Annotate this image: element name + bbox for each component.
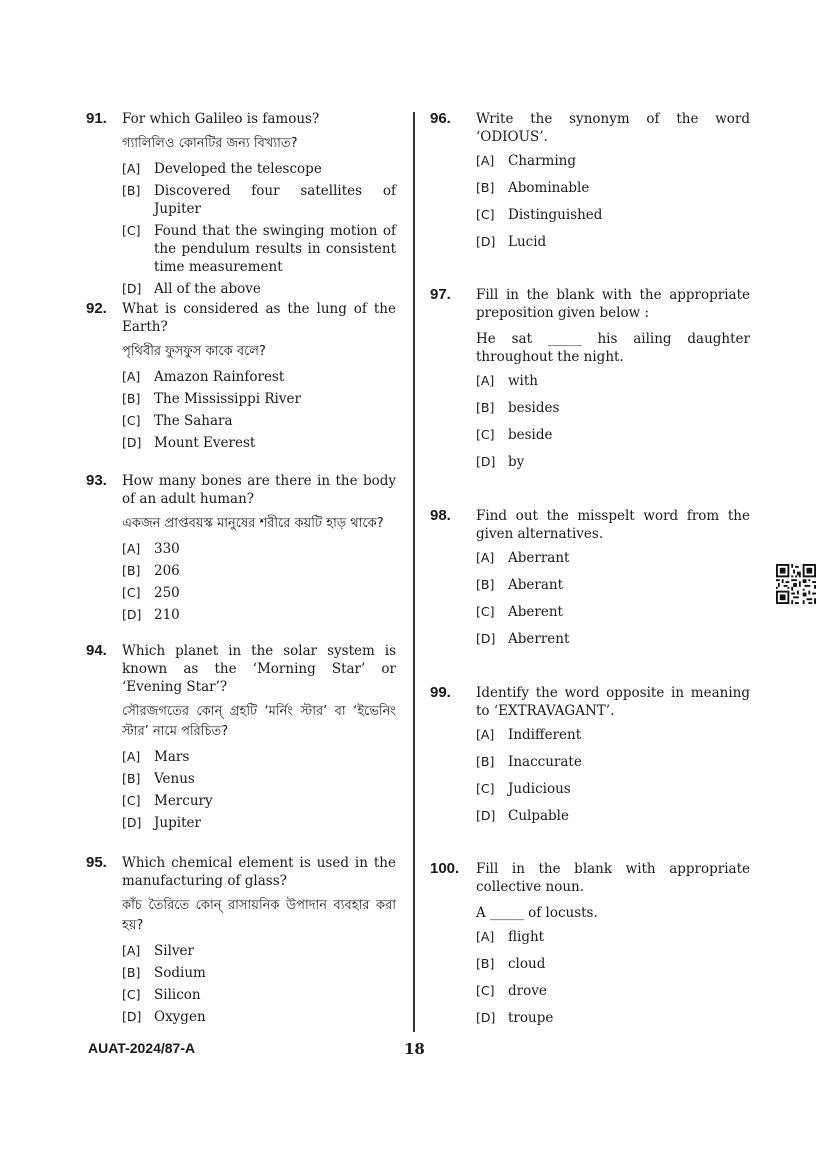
option-key: [B] <box>476 577 495 592</box>
options-list <box>122 748 396 832</box>
option-a[interactable] <box>122 368 396 386</box>
question-number: 96. <box>430 110 451 127</box>
options-list <box>122 160 396 298</box>
option-text: Aberent <box>508 604 563 620</box>
question-text: Fill in the blank with the appropriate preposition given below : <box>476 287 750 321</box>
option-key: [C] <box>122 413 141 428</box>
option-c[interactable] <box>476 780 750 798</box>
option-key: [A] <box>122 161 141 176</box>
question-text: Write the synonym of the word ‘ODIOUS’. <box>476 111 750 145</box>
option-text: 210 <box>154 607 180 623</box>
option-key: [A] <box>476 373 495 388</box>
option-a[interactable] <box>476 726 750 744</box>
option-key: [B] <box>122 563 141 578</box>
question-91 <box>86 110 396 302</box>
option-key: [B] <box>476 956 495 971</box>
option-key: [A] <box>476 153 495 168</box>
option-text: Judicious <box>508 781 571 797</box>
question-text: For which Galileo is famous? <box>122 111 320 127</box>
option-b[interactable] <box>122 182 396 218</box>
option-text: Silicon <box>154 987 201 1003</box>
option-text: Inaccurate <box>508 754 582 770</box>
question-number: 99. <box>430 684 451 701</box>
qr-code-icon <box>776 564 816 604</box>
option-c[interactable] <box>476 982 750 1000</box>
question-number: 97. <box>430 286 451 303</box>
option-c[interactable] <box>476 206 750 224</box>
option-key: [C] <box>476 207 495 222</box>
option-key: [A] <box>476 929 495 944</box>
options-list <box>122 368 396 452</box>
column-divider <box>413 112 415 1032</box>
option-a[interactable] <box>476 152 750 170</box>
option-c[interactable] <box>476 603 750 621</box>
option-key: [C] <box>476 983 495 998</box>
option-text: Mercury <box>154 793 213 809</box>
option-key: [C] <box>476 781 495 796</box>
option-key: [B] <box>122 771 141 786</box>
option-b[interactable] <box>476 399 750 417</box>
option-b[interactable] <box>122 562 396 580</box>
option-key: [A] <box>476 550 495 565</box>
option-c[interactable] <box>122 584 396 602</box>
question-text-bengali: সৌরজগতের কোন্ গ্রহটি ‘মর্নিং স্টার’ বা ‘ইভেনিং স্টার’ নামে পরিচিত? <box>122 704 396 739</box>
question-text: Fill in the blank with appropriate collective noun. <box>476 861 750 895</box>
option-text: Lucid <box>508 234 547 250</box>
option-d[interactable] <box>122 1008 396 1026</box>
option-b[interactable] <box>476 955 750 973</box>
question-96 <box>430 110 750 260</box>
question-text: Find out the misspelt word from the given alternatives. <box>476 508 750 542</box>
option-key: [C] <box>476 427 495 442</box>
option-key: [D] <box>122 281 142 296</box>
option-key: [D] <box>122 815 142 830</box>
question-text-bengali: গ্যালিলিও কোনটির জন্য বিখ্যাত? <box>122 136 298 151</box>
option-text: Distinguished <box>508 207 603 223</box>
paper-code: AUAT-2024/87-A <box>88 1040 196 1056</box>
option-d[interactable] <box>122 606 396 624</box>
option-key: [B] <box>476 180 495 195</box>
option-text: Amazon Rainforest <box>154 369 285 385</box>
options-list <box>476 726 750 825</box>
option-d[interactable] <box>122 434 396 452</box>
option-text: Aberrant <box>508 550 570 566</box>
option-key: [B] <box>476 754 495 769</box>
option-text: Silver <box>154 943 194 959</box>
option-key: [C] <box>122 585 141 600</box>
option-key: [C] <box>122 223 141 238</box>
question-text-bengali: পৃথিবীর ফুসফুস কাকে বলে? <box>122 344 266 359</box>
option-b[interactable] <box>476 179 750 197</box>
question-94 <box>86 642 396 836</box>
option-key: [D] <box>476 631 496 646</box>
option-key: [A] <box>122 369 141 384</box>
option-d[interactable] <box>476 1009 750 1027</box>
question-text: What is considered as the lung of the Earth? <box>122 301 396 335</box>
option-a[interactable] <box>122 748 396 766</box>
option-key: [A] <box>122 749 141 764</box>
question-number: 93. <box>86 472 107 489</box>
options-list <box>476 549 750 648</box>
option-key: [B] <box>122 391 141 406</box>
option-text: flight <box>508 929 545 945</box>
option-key: [A] <box>122 943 141 958</box>
question-number: 94. <box>86 642 107 659</box>
option-key: [A] <box>122 541 141 556</box>
question-number: 100. <box>430 860 460 877</box>
question-97 <box>430 286 750 480</box>
question-text: Which chemical element is used in the manufacturing of glass? <box>122 855 396 889</box>
option-text: drove <box>508 983 547 999</box>
option-text: by <box>508 454 525 470</box>
question-98 <box>430 507 750 657</box>
option-text: 250 <box>154 585 180 601</box>
option-c[interactable] <box>122 222 396 276</box>
question-100 <box>430 860 750 1036</box>
options-list <box>476 928 750 1027</box>
option-text: cloud <box>508 956 546 972</box>
option-key: [A] <box>476 727 495 742</box>
option-key: [B] <box>122 965 141 980</box>
option-a[interactable] <box>122 160 396 178</box>
option-text: Culpable <box>508 808 569 824</box>
option-key: [D] <box>122 1009 142 1024</box>
option-b[interactable] <box>476 576 750 594</box>
option-text: troupe <box>508 1010 554 1026</box>
option-text: Charming <box>508 153 576 169</box>
option-text: with <box>508 373 538 389</box>
question-sentence: He sat _____ his ailing daughter throughout the night. <box>476 331 750 365</box>
option-b[interactable] <box>122 770 396 788</box>
option-d[interactable] <box>122 280 396 298</box>
question-95 <box>86 854 396 1030</box>
option-text: Oxygen <box>154 1009 206 1025</box>
option-key: [D] <box>122 607 142 622</box>
option-c[interactable] <box>122 986 396 1004</box>
option-a[interactable] <box>476 372 750 390</box>
option-key: [B] <box>476 400 495 415</box>
options-list <box>476 152 750 251</box>
option-text: Found that the swinging motion of the pendulum results in consistent time measurement <box>154 223 396 275</box>
option-text: The Sahara <box>154 413 233 429</box>
option-text: The Mississippi River <box>154 391 301 407</box>
option-text: Indifferent <box>508 727 582 743</box>
options-list <box>122 540 396 624</box>
question-number: 91. <box>86 110 107 127</box>
option-text: Venus <box>154 771 195 787</box>
option-text: Mount Everest <box>154 435 256 451</box>
option-b[interactable] <box>122 390 396 408</box>
option-d[interactable] <box>476 453 750 471</box>
option-c[interactable] <box>122 412 396 430</box>
question-93 <box>86 472 396 628</box>
option-a[interactable] <box>476 549 750 567</box>
option-b[interactable] <box>122 964 396 982</box>
option-text: Abominable <box>508 180 590 196</box>
option-key: [D] <box>476 1010 496 1025</box>
option-key: [D] <box>122 435 142 450</box>
option-d[interactable] <box>476 807 750 825</box>
question-text-bengali: কাঁচ তৈরিতে কোন্ রাসায়নিক উপাদান ব্যবহার করা হয়? <box>122 898 396 933</box>
option-a[interactable] <box>476 928 750 946</box>
option-key: [B] <box>122 183 141 198</box>
option-key: [D] <box>476 454 496 469</box>
option-d[interactable] <box>476 233 750 251</box>
question-text: Identify the word opposite in meaning to ‘EXTRAVAGANT’. <box>476 685 750 719</box>
option-b[interactable] <box>476 753 750 771</box>
options-list <box>122 942 396 1026</box>
option-key: [C] <box>122 987 141 1002</box>
option-d[interactable] <box>476 630 750 648</box>
question-92 <box>86 300 396 456</box>
option-text: Jupiter <box>154 815 201 831</box>
option-text: All of the above <box>154 281 261 297</box>
option-text: Discovered four satellites of Jupiter <box>154 183 396 217</box>
option-text: Aberrent <box>508 631 570 647</box>
option-key: [D] <box>476 234 496 249</box>
option-a[interactable] <box>122 540 396 558</box>
option-text: Mars <box>154 749 190 765</box>
option-d[interactable] <box>122 814 396 832</box>
option-text: 330 <box>154 541 180 557</box>
option-key: [C] <box>476 604 495 619</box>
options-list <box>476 372 750 471</box>
option-key: [C] <box>122 793 141 808</box>
question-number: 95. <box>86 854 107 871</box>
question-number: 92. <box>86 300 107 317</box>
question-text: Which planet in the solar system is known as the ‘Morning Star’ or ‘Evening Star’? <box>122 643 396 695</box>
option-text: besides <box>508 400 560 416</box>
option-a[interactable] <box>122 942 396 960</box>
option-text: 206 <box>154 563 180 579</box>
question-text: How many bones are there in the body of an adult human? <box>122 473 396 507</box>
option-key: [D] <box>476 808 496 823</box>
option-text: Aberant <box>508 577 564 593</box>
question-99 <box>430 684 750 834</box>
page-number: 18 <box>404 1040 425 1058</box>
option-text: Sodium <box>154 965 206 981</box>
question-sentence: A _____ of locusts. <box>476 905 598 921</box>
option-text: beside <box>508 427 553 443</box>
option-c[interactable] <box>476 426 750 444</box>
question-number: 98. <box>430 507 451 524</box>
option-c[interactable] <box>122 792 396 810</box>
option-text: Developed the telescope <box>154 161 322 177</box>
question-text-bengali: একজন প্রাপ্তবয়স্ক মানুষের শরীরে কয়টি হাড় থাকে? <box>122 516 384 531</box>
